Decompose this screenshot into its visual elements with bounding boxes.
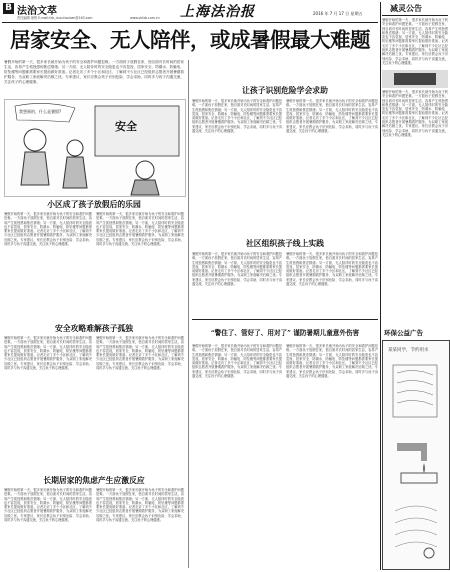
masthead: 上海法治报 [180, 4, 255, 20]
date-line: 2016 年 7 月 17 日 星期五 [313, 11, 363, 16]
mid-text-1a: 暑假开始的第一天，很多家长就开始为孩子的安全和看护问题犯难。一方面孩子放假在家，独自面对长时间的居家生活，容易产生孤独感和焦虑情绪；另一方面，无人陪伴时的安全隐患也不容忽视，居家安全、防溺水、防触电、防坠楼等问题都需要家长提前做好准备。记者走访了多个小区和社区，了解到不少社区已经组织志愿者开展暑期看护服务，为双职工家庭解决后顾之忧。专家建议，家长应教会孩子识别危险、学会求助，同时多与孩子沟通交流，关注孩子的心理健康。 [192, 99, 282, 134]
mast-url: www.shfzb.com.cn [130, 16, 160, 20]
left-body-1a [4, 212, 92, 294]
left-body-1b [96, 212, 184, 294]
section-title: 法治文萃 [17, 6, 57, 17]
ad-doodle [389, 363, 443, 423]
ad-sketch [391, 501, 441, 561]
faucet-icon [391, 437, 441, 485]
left-section-heading-1: 小区成了孩子放假后的乐园 [47, 200, 141, 209]
mid-body-2a [192, 252, 282, 314]
mid-text-2b: 暑假开始的第一天，很多家长就开始为孩子的安全和看护问题犯难。一方面孩子放假在家，独自面对长时间的居家生活，容易产生孤独感和焦虑情绪；另一方面，无人陪伴时的安全隐患也不容忽视，居家安全、防溺水、防触电、防坠楼等问题都需要家长提前做好准备。记者走访了多个小区和社区，了解到不少社区已经组织志愿者开展暑期看护服务，为双职工家庭解决后顾之忧。专家建议，家长应教会孩子识别危险、学会求助，同时多与孩子沟通交流，关注孩子的心理健康。 [286, 252, 378, 287]
left-text-3b: 暑假开始的第一天，很多家长就开始为孩子的安全和看护问题犯难。一方面孩子放假在家，独自面对长时间的居家生活，容易产生孤独感和焦虑情绪；另一方面，无人陪伴时的安全隐患也不容忽视，居家安全、防溺水、防触电、防坠楼等问题都需要家长提前做好准备。记者走访了多个小区和社区，了解到不少社区已经组织志愿者开展暑期看护服务，为双职工家庭解决后顾之忧。专家建议，家长应教会孩子识别危险、学会求助，同时多与孩子沟通交流，关注孩子的心理健康。 [96, 488, 184, 523]
mid-section-heading-2: 社区组织孩子线上实践 [246, 239, 324, 248]
mid-section-heading-3: “警住了、管好了、用对了” 谨防暑期儿童意外伤害 [210, 329, 360, 337]
right-notices [382, 90, 448, 320]
right-ad-title: 环保公益广告 [384, 329, 423, 337]
left-body-2a [4, 336, 92, 466]
mid-section-heading-1: 让孩子识别危险学会求助 [242, 86, 328, 95]
left-body-3b [96, 488, 184, 568]
cartoon-sign-text: 安全 [115, 120, 137, 133]
right-box-title: 减灵公告 [390, 4, 422, 13]
right-notice-head [394, 73, 436, 85]
mid-body-3a [192, 344, 282, 568]
left-col-divider [188, 60, 189, 568]
left-text-1a: 暑假开始的第一天，很多家长就开始为孩子的安全和看护问题犯难。一方面孩子放假在家，独自面对长时间的居家生活，容易产生孤独感和焦虑情绪；另一方面，无人陪伴时的安全隐患也不容忽视，居家安全、防溺水、防触电、防坠楼等问题都需要家长提前做好准备。记者走访了多个小区和社区，了解到不少社区已经组织志愿者开展暑期看护服务，为双职工家庭解决后顾之忧。专家建议，家长应教会孩子识别危险、学会求助，同时多与孩子沟通交流，关注孩子的心理健康。 [4, 212, 92, 247]
mid-text-1b: 暑假开始的第一天，很多家长就开始为孩子的安全和看护问题犯难。一方面孩子放假在家，独自面对长时间的居家生活，容易产生孤独感和焦虑情绪；另一方面，无人陪伴时的安全隐患也不容忽视，居家安全、防溺水、防触电、防坠楼等问题都需要家长提前做好准备。记者走访了多个小区和社区，了解到不少社区已经组织志愿者开展暑期看护服务，为双职工家庭解决后顾之忧。专家建议，家长应教会孩子识别危险、学会求助，同时多与孩子沟通交流，关注孩子的心理健康。 [286, 99, 378, 134]
headline: 居家安全、无人陪伴，或成暑假最大难题 [10, 28, 370, 52]
left-text-3a: 暑假开始的第一天，很多家长就开始为孩子的安全和看护问题犯难。一方面孩子放假在家，独自面对长时间的居家生活，容易产生孤独感和焦虑情绪；另一方面，无人陪伴时的安全隐患也不容忽视，居家安全、防溺水、防触电、防坠楼等问题都需要家长提前做好准备。记者走访了多个小区和社区，了解到不少社区已经组织志愿者开展暑期看护服务，为双职工家庭解决后顾之忧。专家建议，家长应教会孩子识别危险、学会求助，同时多与孩子沟通交流，关注孩子的心理健康。 [4, 488, 92, 523]
mid-body-1b [286, 99, 378, 231]
left-text-2a: 暑假开始的第一天，很多家长就开始为孩子的安全和看护问题犯难。一方面孩子放假在家，独自面对长时间的居家生活，容易产生孤独感和焦虑情绪；另一方面，无人陪伴时的安全隐患也不容忽视，居家安全、防溺水、防触电、防坠楼等问题都需要家长提前做好准备。记者走访了多个小区和社区，了解到不少社区已经组织志愿者开展暑期看护服务，为双职工家庭解决后顾之忧。专家建议，家长应教会孩子识别危险、学会求助，同时多与孩子沟通交流，关注孩子的心理健康。 [4, 336, 92, 371]
left-section-heading-3: 长期居家的焦虑产生应激反应 [43, 476, 145, 485]
left-section-heading-2: 安全攻略难解孩子孤独 [55, 324, 133, 333]
lead-text: 暑假开始的第一天，很多家长就开始为孩子的安全和看护问题犯难。一方面孩子放假在家，独自面对长时间的居家生活，容易产生孤独感和焦虑情绪；另一方面，无人陪伴时的安全隐患也不容忽视，居家安全、防溺水、防触电、防坠楼等问题都需要家长提前做好准备。记者走访了多个小区和社区，了解到不少社区已经组织志愿者开展暑期看护服务，为双职工家庭解决后顾之忧。专家建议，家长应教会孩子识别危险、学会求助，同时多与孩子沟通交流，关注孩子的心理健康。 [4, 60, 184, 84]
ad-handwriting: 某某同学，节约用水 [388, 348, 429, 353]
mid-text-3a: 暑假开始的第一天，很多家长就开始为孩子的安全和看护问题犯难。一方面孩子放假在家，独自面对长时间的居家生活，容易产生孤独感和焦虑情绪；另一方面，无人陪伴时的安全隐患也不容忽视，居家安全、防溺水、防触电、防坠楼等问题都需要家长提前做好准备。记者走访了多个小区和社区，了解到不少社区已经组织志愿者开展暑期看护服务，为双职工家庭解决后顾之忧。专家建议，家长应教会孩子识别危险、学会求助，同时多与孩子沟通交流，关注孩子的心理健康。 [192, 344, 282, 379]
right-box-text: 暑假开始的第一天，很多家长就开始为孩子的安全和看护问题犯难。一方面孩子放假在家，独自面对长时间的居家生活，容易产生孤独感和焦虑情绪；另一方面，无人陪伴时的安全隐患也不容忽视，居家安全、防溺水、防触电、防坠楼等问题都需要家长提前做好准备。记者走访了多个小区和社区，了解到不少社区已经组织志愿者开展暑期看护服务，为双职工家庭解决后顾之忧。专家建议，家长应教会孩子识别危险、学会求助，同时多与孩子沟通交流，关注孩子的心理健康。 [382, 18, 448, 65]
left-body-3a [4, 488, 92, 568]
left-text-2b: 暑假开始的第一天，很多家长就开始为孩子的安全和看护问题犯难。一方面孩子放假在家，独自面对长时间的居家生活，容易产生孤独感和焦虑情绪；另一方面，无人陪伴时的安全隐患也不容忽视，居家安全、防溺水、防触电、防坠楼等问题都需要家长提前做好准备。记者走访了多个小区和社区，了解到不少社区已经组织志愿者开展暑期看护服务，为双职工家庭解决后顾之忧。专家建议，家长应教会孩子识别危险、学会求助，同时多与孩子沟通交流，关注孩子的心理健康。 [96, 336, 184, 371]
environment-ad [382, 340, 450, 570]
cartoon-bubble-text: 我想画的，什么是暑假? [19, 109, 62, 114]
page-number-badge [3, 3, 14, 14]
left-body-2b [96, 336, 184, 466]
editor-line: 责任编辑 徐锐 E-mail:fzb_ducuhouban@163.com [17, 16, 93, 20]
header-rule [2, 22, 378, 23]
left-text-1b: 暑假开始的第一天，很多家长就开始为孩子的安全和看护问题犯难。一方面孩子放假在家，独自面对长时间的居家生活，容易产生孤独感和焦虑情绪；另一方面，无人陪伴时的安全隐患也不容忽视，居家安全、防溺水、防触电、防坠楼等问题都需要家长提前做好准备。记者走访了多个小区和社区，了解到不少社区已经组织志愿者开展暑期看护服务，为双职工家庭解决后顾之忧。专家建议，家长应教会孩子识别危险、学会求助，同时多与孩子沟通交流，关注孩子的心理健康。 [96, 212, 184, 247]
cartoon-illustration [4, 99, 186, 197]
mid-section-rule [192, 319, 378, 320]
right-notice-text: 暑假开始的第一天，很多家长就开始为孩子的安全和看护问题犯难。一方面孩子放假在家，独自面对长时间的居家生活，容易产生孤独感和焦虑情绪；另一方面，无人陪伴时的安全隐患也不容忽视，居家安全、防溺水、防触电、防坠楼等问题都需要家长提前做好准备。记者走访了多个小区和社区，了解到不少社区已经组织志愿者开展暑期看护服务，为双职工家庭解决后顾之忧。专家建议，家长应教会孩子识别危险、学会求助，同时多与孩子沟通交流，关注孩子的心理健康。 [382, 90, 448, 137]
right-col-divider [380, 2, 381, 570]
mid-text-3b: 暑假开始的第一天，很多家长就开始为孩子的安全和看护问题犯难。一方面孩子放假在家，独自面对长时间的居家生活，容易产生孤独感和焦虑情绪；另一方面，无人陪伴时的安全隐患也不容忽视，居家安全、防溺水、防触电、防坠楼等问题都需要家长提前做好准备。记者走访了多个小区和社区，了解到不少社区已经组织志愿者开展暑期看护服务，为双职工家庭解决后顾之忧。专家建议，家长应教会孩子识别危险、学会求助，同时多与孩子沟通交流，关注孩子的心理健康。 [286, 344, 378, 379]
mid-body-1a [192, 99, 282, 231]
mid-text-2a: 暑假开始的第一天，很多家长就开始为孩子的安全和看护问题犯难。一方面孩子放假在家，独自面对长时间的居家生活，容易产生孤独感和焦虑情绪；另一方面，无人陪伴时的安全隐患也不容忽视，居家安全、防溺水、防触电、防坠楼等问题都需要家长提前做好准备。记者走访了多个小区和社区，了解到不少社区已经组织志愿者开展暑期看护服务，为双职工家庭解决后顾之忧。专家建议，家长应教会孩子识别危险、学会求助，同时多与孩子沟通交流，关注孩子的心理健康。 [192, 252, 282, 287]
right-box-top [382, 15, 448, 68]
mid-body-3b [286, 344, 378, 568]
page-letter: B [5, 3, 12, 13]
mid-body-2b [286, 252, 378, 314]
lead-paragraph [4, 60, 184, 96]
